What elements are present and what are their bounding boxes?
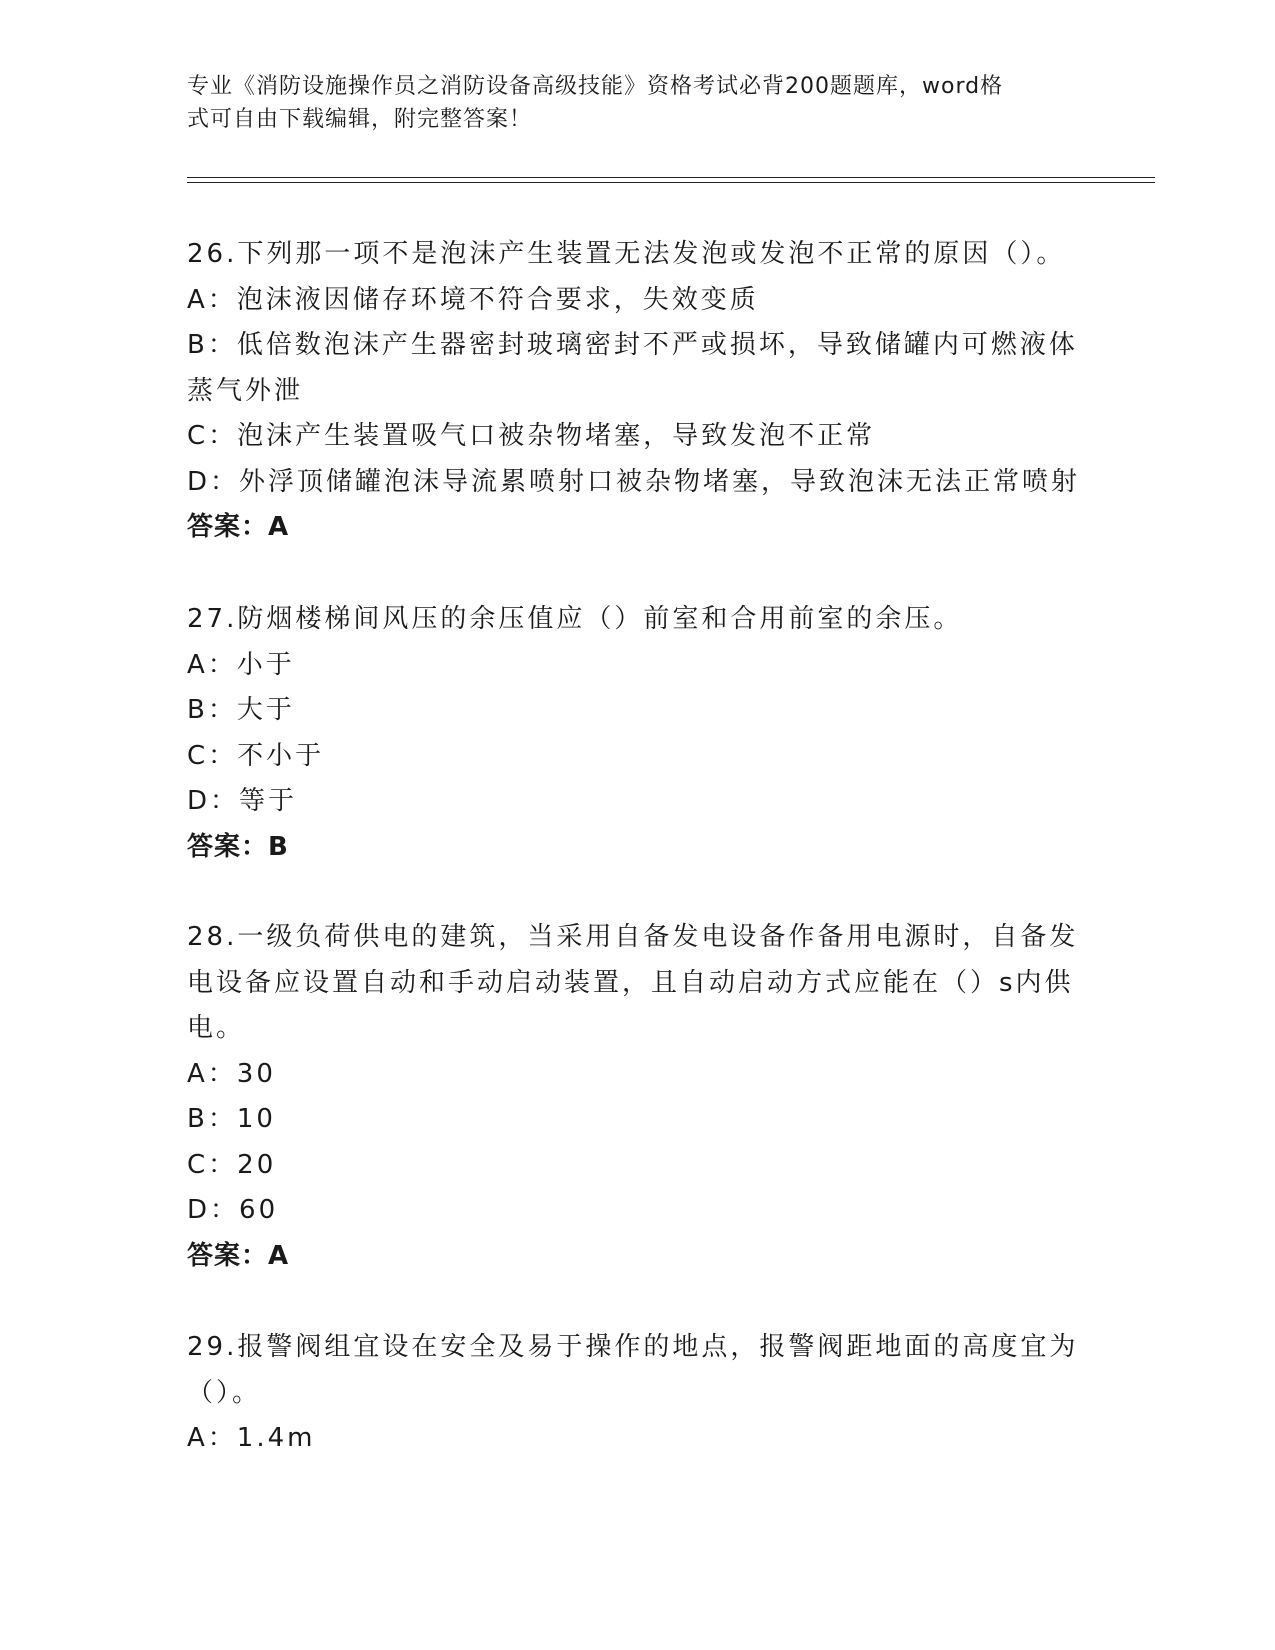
answer: 答案：A <box>187 512 290 542</box>
answer: 答案：A <box>187 1240 290 1271</box>
question-27 <box>187 597 1087 870</box>
header-divider-top <box>187 177 1155 178</box>
question-stem: 29.报警阀组宜设在安全及易于操作的地点，报警阀距地面的高度宜为（）。 <box>187 1332 1079 1408</box>
header-line-2: 式可自由下载编辑，附完整答案！ <box>187 107 533 132</box>
option-d: D：等于 <box>187 786 298 816</box>
question-26 <box>187 232 1087 551</box>
question-28 <box>187 915 1087 1279</box>
option-a: A：小于 <box>187 649 295 680</box>
option-c: C：20 <box>187 1149 277 1180</box>
question-stem: 27.防烟楼梯间风压的余压值应（）前室和合用前室的余压。 <box>187 604 963 634</box>
header-divider-bottom <box>187 182 1155 183</box>
option-a: A：1.4m <box>187 1423 316 1453</box>
question-stem: 26.下列那一项不是泡沫产生装置无法发泡或发泡不正常的原因（）。 <box>187 239 1066 269</box>
question-stem: 28.一级负荷供电的建筑，当采用自备发电设备作备用电源时，自备发电设备应设置自动和手动启动装置，且自动启动方式应能在（）s内供电。 <box>187 922 1079 1043</box>
option-c: C：不小于 <box>187 740 325 771</box>
option-d: D：外浮顶储罐泡沫导流累喷射口被杂物堵塞，导致泡沫无法正常喷射 <box>187 466 1081 497</box>
header-line-1: 专业《消防设施操作员之消防设备高级技能》资格考试必背200题题库，word格 <box>187 74 1004 99</box>
option-d: D：60 <box>187 1195 279 1225</box>
option-b: B：低倍数泡沫产生器密封玻璃密封不严或损坏，导致储罐内可燃液体蒸气外泄 <box>187 330 1078 406</box>
option-c: C：泡沫产生装置吸气口被杂物堵塞，导致发泡不正常 <box>187 421 876 451</box>
document-header <box>187 70 1067 136</box>
option-a: A：泡沫液因储存环境不符合要求，失效变质 <box>187 284 759 315</box>
question-29 <box>187 1325 1087 1462</box>
answer: 答案：B <box>187 831 289 862</box>
option-a: A：30 <box>187 1058 276 1089</box>
option-b: B：大于 <box>187 695 295 725</box>
option-b: B：10 <box>187 1104 276 1134</box>
